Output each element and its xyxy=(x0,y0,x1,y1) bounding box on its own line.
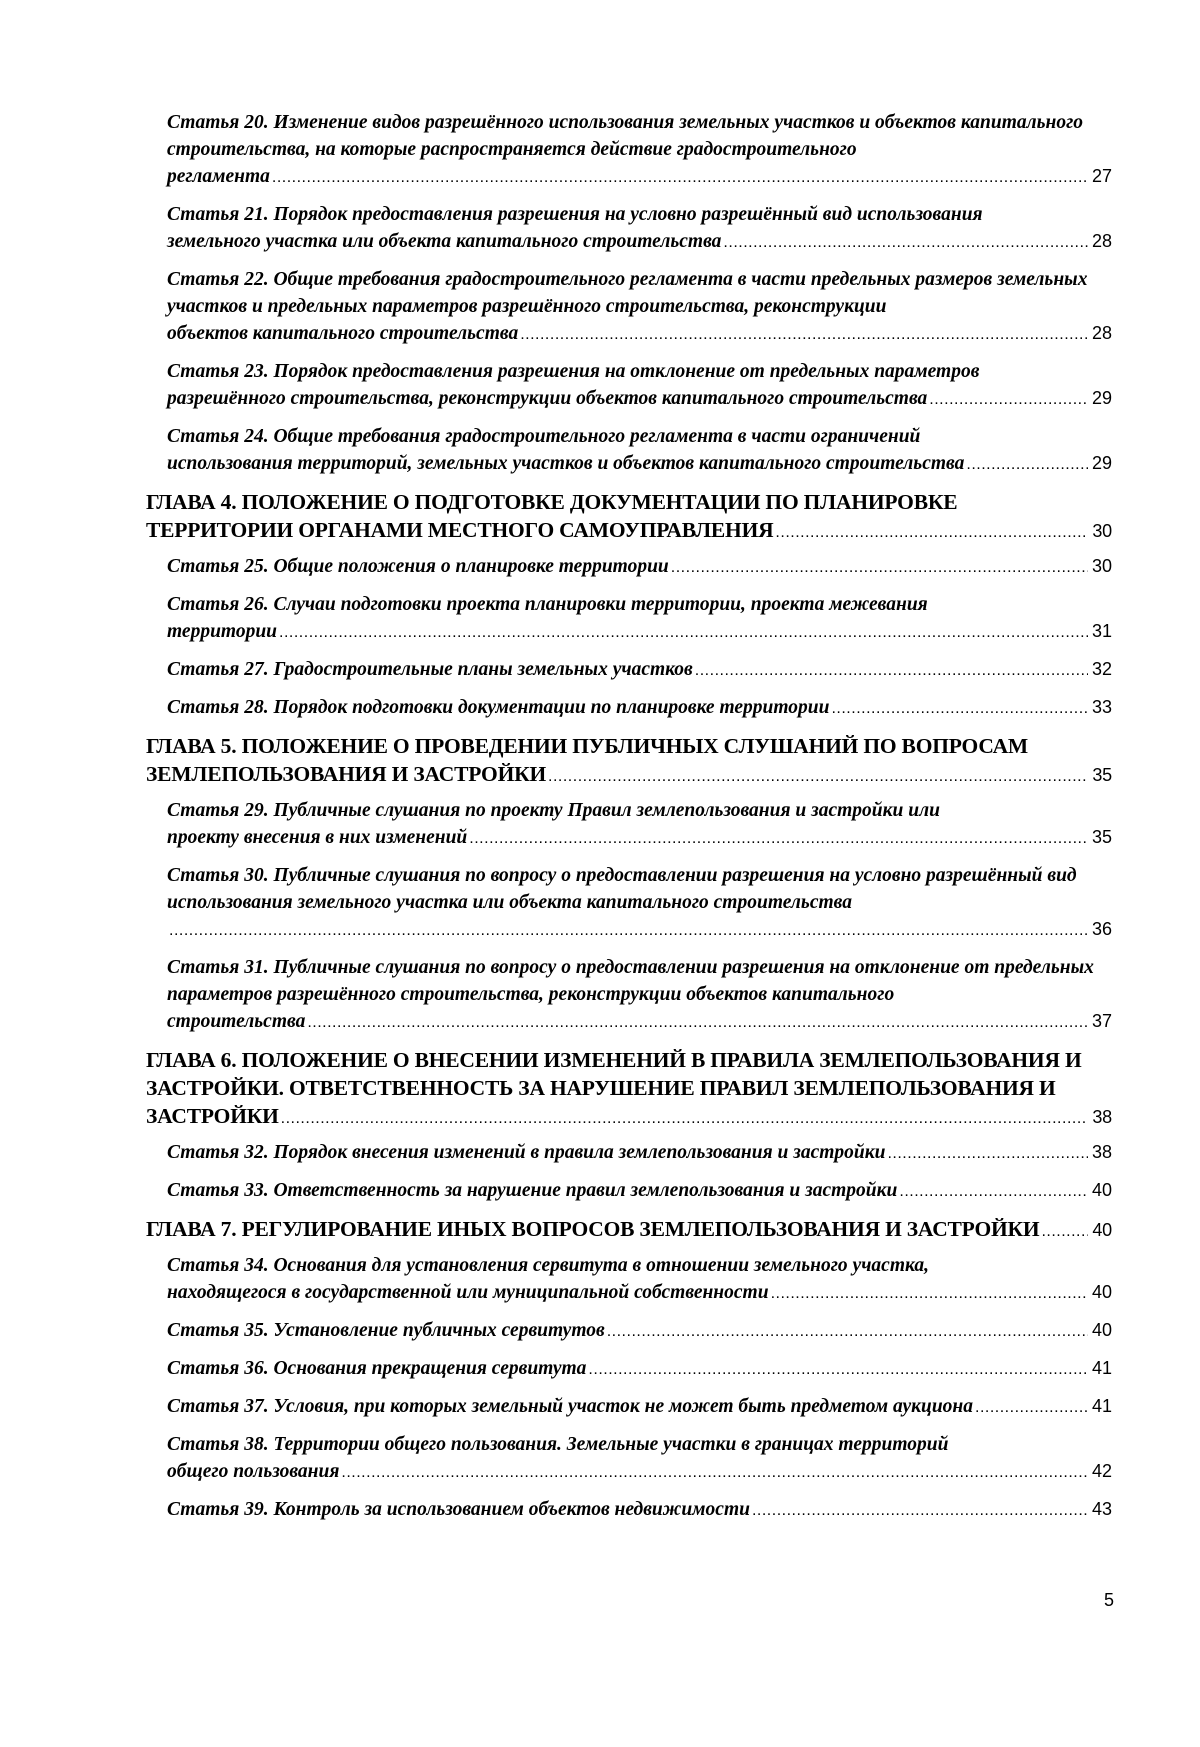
toc-entry-title: территории xyxy=(167,621,278,642)
dot-leader xyxy=(975,1394,1088,1421)
toc-entry-title: Статья 36. Основания прекращения сервитута xyxy=(167,1358,587,1379)
dot-leader xyxy=(887,1140,1088,1167)
toc-article-entry[interactable] xyxy=(167,423,1112,478)
toc-entry-title: ЗЕМЛЕПОЛЬЗОВАНИЯ И ЗАСТРОЙКИ xyxy=(146,762,547,786)
toc-chapter-entry[interactable] xyxy=(146,1215,1112,1246)
toc-entry-title: общего пользования xyxy=(167,1461,340,1482)
toc-page-number: 43 xyxy=(1091,1499,1112,1519)
toc-entry-title: регламента xyxy=(167,166,270,187)
toc-entry-title-lead: Статья 34. Основания для установления сервитута в отношении земельного участка, xyxy=(167,1255,930,1276)
toc-article-entry[interactable] xyxy=(167,797,1112,852)
toc-page-number: 40 xyxy=(1092,1220,1112,1240)
toc-entry-title: Статья 33. Ответственность за нарушение правил землепользования и застройки xyxy=(167,1180,898,1201)
toc-article-entry[interactable] xyxy=(167,1252,1112,1307)
toc-entry-title-lead: Статья 22. Общие требования градостроительного регламента в части предельных размеров земельных участков и предельных параметров разрешённого строительства, реконструкции xyxy=(167,269,1088,317)
dot-leader xyxy=(752,1497,1088,1524)
dot-leader xyxy=(588,1356,1088,1383)
toc-page-number: 27 xyxy=(1091,166,1112,186)
toc-page-number: 35 xyxy=(1091,827,1112,847)
toc-page-number: 38 xyxy=(1091,1142,1112,1162)
toc-page-number: 31 xyxy=(1091,621,1112,641)
toc-article-entry[interactable] xyxy=(167,201,1112,256)
dot-leader xyxy=(281,1105,1088,1133)
toc-article-entry[interactable] xyxy=(167,266,1112,348)
toc-entry-title: Статья 35. Установление публичных сервитутов xyxy=(167,1320,605,1341)
toc-article-entry[interactable] xyxy=(167,109,1112,191)
toc-page-number: 29 xyxy=(1091,453,1112,473)
toc-article-entry[interactable] xyxy=(167,862,1112,944)
toc-entry-title: находящегося в государственной или муниципальной собственности xyxy=(167,1282,769,1303)
toc-entry-title-lead: ГЛАВА 5. ПОЛОЖЕНИЕ О ПРОВЕДЕНИИ ПУБЛИЧНЫХ СЛУШАНИЙ ПО ВОПРОСАМ xyxy=(146,734,1029,758)
toc-article-entry[interactable] xyxy=(167,1317,1112,1345)
dot-leader xyxy=(1041,1218,1088,1246)
toc-entry-title-lead: ГЛАВА 4. ПОЛОЖЕНИЕ О ПОДГОТОВКЕ ДОКУМЕНТАЦИИ ПО ПЛАНИРОВКЕ xyxy=(146,490,958,514)
dot-leader xyxy=(771,1280,1088,1307)
toc-entry-title: Статья 27. Градостроительные планы земельных участков xyxy=(167,659,693,680)
toc-article-entry[interactable] xyxy=(167,591,1112,646)
dot-leader xyxy=(272,164,1088,191)
toc-article-entry[interactable] xyxy=(167,1393,1112,1421)
toc-entry-title-lead: Статья 20. Изменение видов разрешённого использования земельных участков и объектов капитального строительства, на которые распространяется действие градостроительного xyxy=(167,112,1084,160)
toc-article-entry[interactable] xyxy=(167,694,1112,722)
toc-article-entry[interactable] xyxy=(167,358,1112,413)
toc-page-number: 38 xyxy=(1092,1107,1112,1127)
toc-entry-title-lead: Статья 26. Случаи подготовки проекта планировки территории, проекта межевания xyxy=(167,594,928,615)
toc-chapter-entry[interactable] xyxy=(146,732,1112,791)
toc-entry-title-lead: Статья 31. Публичные слушания по вопросу о предоставлении разрешения на отклонение от предельных параметров разрешённого строительства, реконструкции объектов капитального xyxy=(167,957,1094,1005)
toc-entry-title: использования территорий, земельных участков и объектов капитального строительства xyxy=(167,453,965,474)
dot-leader xyxy=(341,1459,1088,1486)
toc-entry-title-lead: Статья 24. Общие требования градостроительного регламента в части ограничений xyxy=(167,426,921,447)
toc-page-number: 28 xyxy=(1091,231,1112,251)
toc-entry-title: проекту внесения в них изменений xyxy=(167,827,468,848)
toc-page-number: 33 xyxy=(1091,697,1112,717)
toc-page-number: 32 xyxy=(1091,659,1112,679)
toc-entry-title: Статья 37. Условия, при которых земельный участок не может быть предметом аукциона xyxy=(167,1396,973,1417)
toc-page-number: 36 xyxy=(1091,919,1112,939)
dot-leader xyxy=(469,825,1088,852)
toc-entry-title: объектов капитального строительства xyxy=(167,323,519,344)
toc-entry-title: Статья 32. Порядок внесения изменений в правила землепользования и застройки xyxy=(167,1142,886,1163)
toc-entry-title-lead: Статья 38. Территории общего пользования. Земельные участки в границах территорий xyxy=(167,1434,949,1455)
dot-leader xyxy=(929,386,1088,413)
toc-article-entry[interactable] xyxy=(167,1177,1112,1205)
toc-article-entry[interactable] xyxy=(167,656,1112,684)
dot-leader xyxy=(279,619,1088,646)
toc-entry-title: ТЕРРИТОРИИ ОРГАНАМИ МЕСТНОГО САМОУПРАВЛЕНИЯ xyxy=(146,518,774,542)
toc-article-entry[interactable] xyxy=(167,1139,1112,1167)
dot-leader xyxy=(831,695,1088,722)
toc-article-entry[interactable] xyxy=(167,954,1112,1036)
toc-article-entry[interactable] xyxy=(167,1496,1112,1524)
toc-entry-title: Статья 25. Общие положения о планировке территории xyxy=(167,556,669,577)
toc-entry-title: Статья 39. Контроль за использованием объектов недвижимости xyxy=(167,1499,750,1520)
dot-leader xyxy=(966,451,1088,478)
toc-page-number: 30 xyxy=(1092,521,1112,541)
dot-leader xyxy=(695,657,1088,684)
toc-page-number: 40 xyxy=(1091,1180,1112,1200)
toc-entry-title-lead: Статья 29. Публичные слушания по проекту Правил землепользования и застройки или xyxy=(167,800,940,821)
toc-page-number: 40 xyxy=(1091,1282,1112,1302)
toc-entry-title-lead: Статья 21. Порядок предоставления разрешения на условно разрешённый вид использования xyxy=(167,204,983,225)
toc-page-number: 41 xyxy=(1091,1396,1112,1416)
dot-leader xyxy=(607,1318,1088,1345)
toc-chapter-entry[interactable] xyxy=(146,488,1112,547)
toc-page-number: 28 xyxy=(1091,323,1112,343)
dot-leader xyxy=(169,917,1088,944)
toc-article-entry[interactable] xyxy=(167,1431,1112,1486)
toc-entry-title-lead: Статья 30. Публичные слушания по вопросу о предоставлении разрешения на условно разрешённый вид использования земельного участка или объекта капитального строительства xyxy=(167,865,1077,913)
dot-leader xyxy=(520,321,1088,348)
toc-entry-title: Статья 28. Порядок подготовки документации по планировке территории xyxy=(167,697,830,718)
toc-chapter-entry[interactable] xyxy=(146,1046,1112,1133)
toc-entry-title: земельного участка или объекта капитального строительства xyxy=(167,231,722,252)
dot-leader xyxy=(775,519,1088,547)
page-number: 5 xyxy=(1103,1590,1114,1610)
toc-entry-title: ЗАСТРОЙКИ xyxy=(146,1104,279,1128)
toc-entry-title-lead: Статья 23. Порядок предоставления разрешения на отклонение от предельных параметров xyxy=(167,361,980,382)
table-of-contents xyxy=(146,109,1112,1534)
toc-page-number: 37 xyxy=(1091,1011,1112,1031)
toc-entry-title: строительства xyxy=(167,1011,306,1032)
toc-article-entry[interactable] xyxy=(167,553,1112,581)
toc-page-number: 41 xyxy=(1091,1358,1112,1378)
dot-leader xyxy=(548,763,1088,791)
toc-page-number: 40 xyxy=(1091,1320,1112,1340)
dot-leader xyxy=(899,1178,1088,1205)
dot-leader xyxy=(307,1009,1088,1036)
toc-article-entry[interactable] xyxy=(167,1355,1112,1383)
dot-leader xyxy=(671,554,1088,581)
toc-entry-title: разрешённого строительства, реконструкции объектов капитального строительства xyxy=(167,388,928,409)
toc-entry-title: ГЛАВА 7. РЕГУЛИРОВАНИЕ ИНЫХ ВОПРОСОВ ЗЕМЛЕПОЛЬЗОВАНИЯ И ЗАСТРОЙКИ xyxy=(146,1217,1040,1241)
dot-leader xyxy=(723,229,1088,256)
toc-page-number: 29 xyxy=(1091,388,1112,408)
toc-entry-title-lead: ГЛАВА 6. ПОЛОЖЕНИЕ О ВНЕСЕНИИ ИЗМЕНЕНИЙ В ПРАВИЛА ЗЕМЛЕПОЛЬЗОВАНИЯ И ЗАСТРОЙКИ. ОТВЕТСТВЕННОСТЬ ЗА НАРУШЕНИЕ ПРАВИЛ ЗЕМЛЕПОЛЬЗОВАНИЯ И xyxy=(146,1048,1082,1100)
toc-page-number: 30 xyxy=(1091,556,1112,576)
toc-page-number: 42 xyxy=(1091,1461,1112,1481)
toc-page-number: 35 xyxy=(1092,765,1112,785)
